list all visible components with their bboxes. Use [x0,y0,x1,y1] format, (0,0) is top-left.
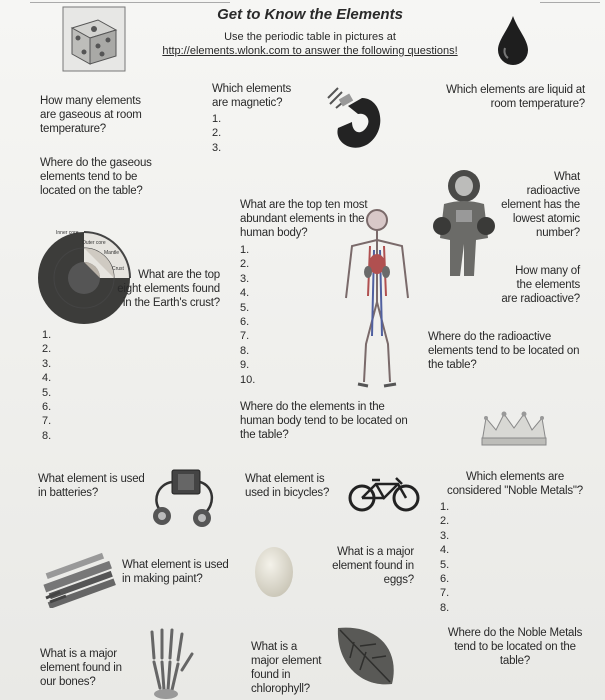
answer-line-7[interactable]: 7. [440,587,450,600]
answer-line-4[interactable]: 4. [440,544,450,557]
top-rule-left [30,2,230,3]
earth-label-crust: Crust [112,266,124,272]
answer-line-4[interactable]: 4. [240,287,250,300]
human-body-answer-list [240,243,255,387]
question-chlorophyll: What is a major element found in chlorophyll? [251,641,322,695]
magnetic-answer-list [212,112,221,155]
answer-line-8[interactable]: 8. [440,601,450,614]
answer-line-7[interactable]: 7. [42,415,52,428]
answer-line-5[interactable]: 5. [42,386,52,399]
question-gaseous-location: Where do the gaseous elements tend to be located on the table? [40,157,152,197]
question-human-location: Where do the elements in the human body tend to be located on the table? [240,401,408,441]
hand-skeleton-icon [140,628,200,700]
question-batteries: What element is used in batteries? [38,473,145,499]
earth-label-inner-core: Inner core [56,230,79,236]
answer-line-3[interactable]: 3. [212,141,222,154]
battery-circuit-icon [148,464,218,534]
instructions-link[interactable]: http://elements.wlonk.com to answer the following questions! [162,45,458,57]
answer-line-3[interactable]: 3. [240,272,250,285]
answer-line-2[interactable]: 2. [212,127,222,140]
paint-brushes-icon [40,552,120,608]
answer-line-5[interactable]: 5. [440,558,450,571]
leaf-icon [330,622,402,694]
answer-line-6[interactable]: 6. [240,316,250,329]
bicycle-icon [348,474,422,512]
answer-line-2[interactable]: 2. [42,343,52,356]
answer-line-2[interactable]: 2. [240,258,250,271]
answer-line-6[interactable]: 6. [440,573,450,586]
hazmat-suit-icon [430,168,498,278]
answer-line-10[interactable]: 10. [240,373,256,386]
answer-line-4[interactable]: 4. [42,372,52,385]
top-rule-right [540,2,600,3]
magnet-icon [322,84,384,154]
answer-line-9[interactable]: 9. [240,359,250,372]
question-human-body: What are the top ten most abundant elements in the human body? [240,199,368,239]
answer-line-3[interactable]: 3. [42,357,52,370]
answer-line-5[interactable]: 5. [240,301,250,314]
question-paint: What element is used in making paint? [122,559,229,585]
question-radioactive-location: Where do the radioactive elements tend to be located on the table? [428,331,580,371]
answer-line-1[interactable]: 1. [440,501,450,513]
question-radioactive-lowest: What radioactive element has the lowest atomic number? [501,171,580,239]
answer-line-1[interactable]: 1. [42,329,52,341]
answer-line-8[interactable]: 8. [42,429,52,442]
question-gaseous: How many elements are gaseous at room temperature? [40,95,142,135]
answer-line-6[interactable]: 6. [42,401,52,414]
die-icon [62,6,126,72]
question-bicycles: What element is used in bicycles? [245,473,330,499]
earth-crust-answer-list [42,328,51,443]
question-noble-location: Where do the Noble Metals tend to be located on the table? [447,627,583,667]
question-magnetic: Which elements are magnetic? [212,83,292,109]
answer-line-2[interactable]: 2. [440,515,450,528]
human-body-icon [338,206,416,390]
answer-line-7[interactable]: 7. [240,330,250,343]
page-title: Get to Know the Elements [217,6,403,23]
question-earth-crust: What are the top eight elements found in the Earth's crust? [117,269,220,309]
droplet-icon [496,14,530,66]
earth-label-mantle: Mantle [104,250,120,256]
egg-icon [252,542,296,598]
question-bones: What is a major element found in our bones? [40,648,122,688]
question-eggs: What is a major element found in eggs? [332,546,414,586]
answer-line-3[interactable]: 3. [440,529,450,542]
crown-icon [478,408,550,448]
earth-label-outer-core: Outer core [82,240,106,246]
question-liquid: Which elements are liquid at room temperature? [446,84,585,110]
page-subtitle: Use the periodic table in pictures at [224,31,396,43]
noble-metals-answer-list [440,500,449,615]
question-noble-metals: Which elements are considered "Noble Metals"? [447,471,583,497]
answer-line-1[interactable]: 1. [240,244,250,256]
answer-line-8[interactable]: 8. [240,344,250,357]
question-radioactive-count: How many of the elements are radioactive? [501,265,580,305]
answer-line-1[interactable]: 1. [212,113,222,125]
